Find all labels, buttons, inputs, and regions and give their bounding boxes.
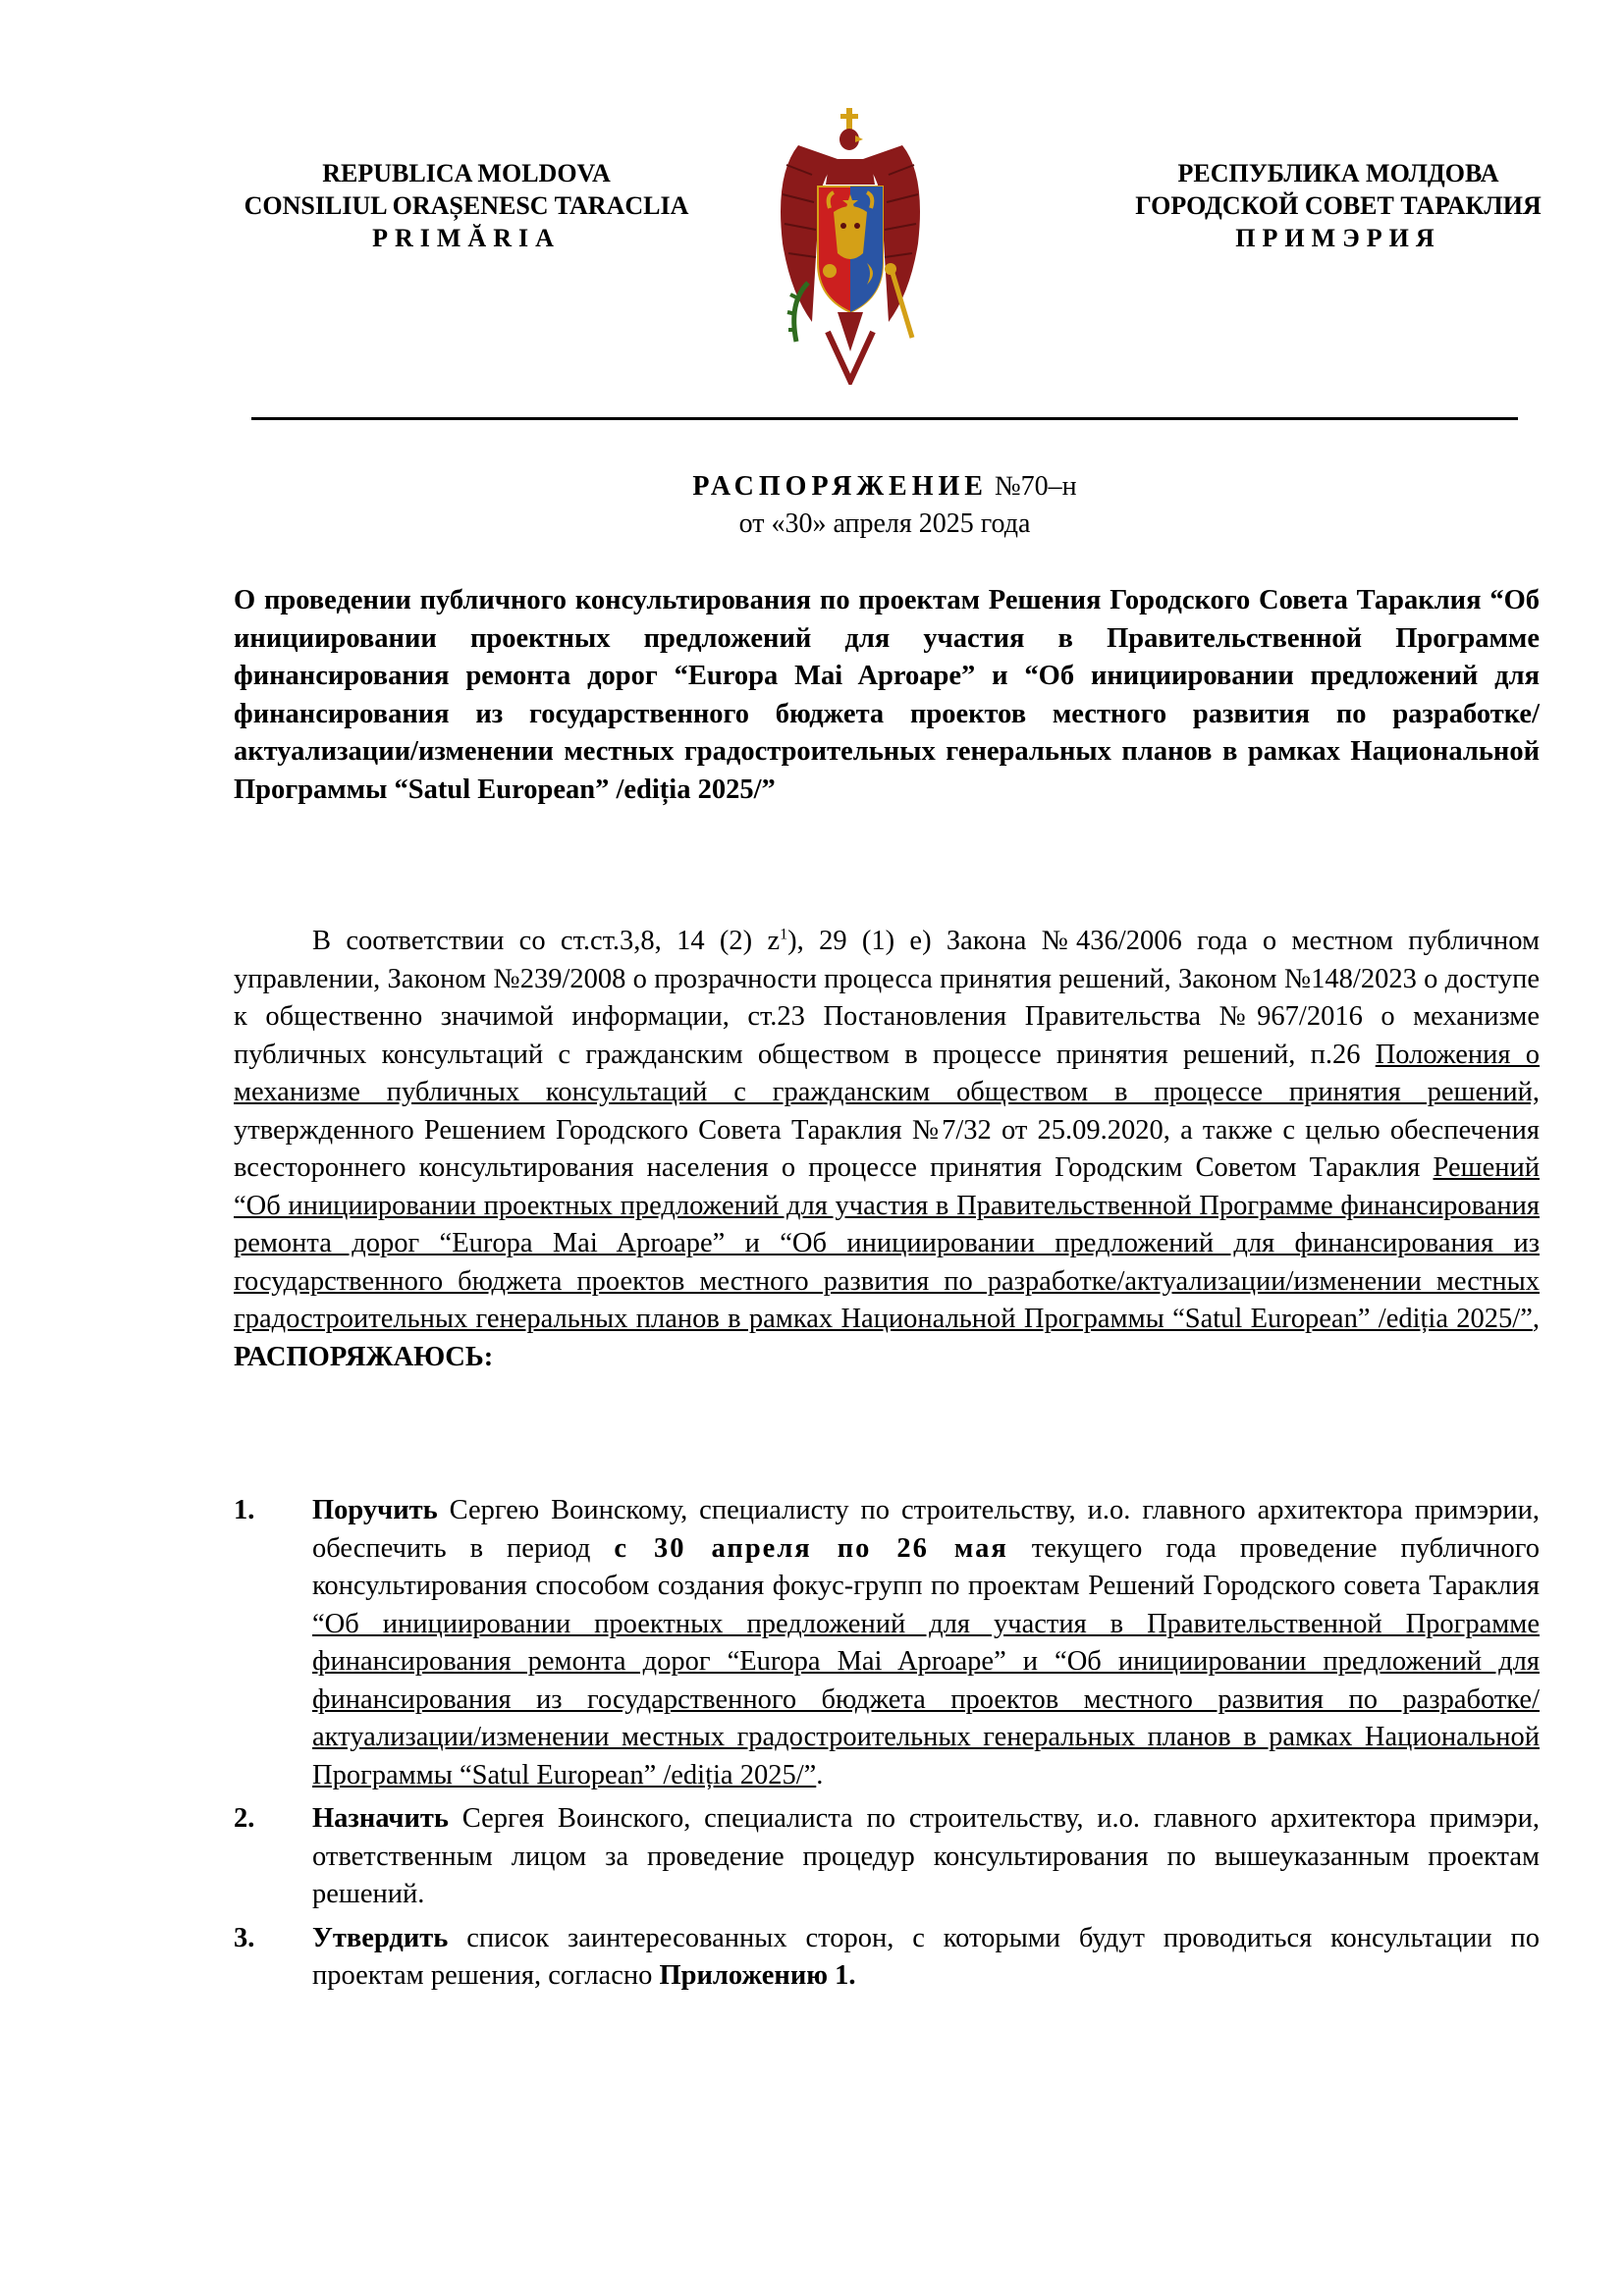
item-text: список заинтересованных сторон, с которыми будут проводиться консультации по проектам решения, согласно bbox=[312, 1922, 1540, 1991]
preamble-text-a: В соответствии со ст.ст.3,8, 14 (2) z bbox=[312, 926, 781, 956]
preamble-underlined-regulation: Положения о механизме публичных консультаций с гражданским обществом в процессе принятия решений, bbox=[234, 1039, 1540, 1107]
preamble-text-c: утвержденного Решением Городского Совета Тараклия №7/32 от 25.09.2020, а также с целью обеспечения всестороннего консультирования населения о процессе принятия Городским Советом Тараклия bbox=[234, 1114, 1540, 1183]
item-tail: . bbox=[816, 1759, 824, 1790]
coat-of-arms-icon bbox=[769, 106, 932, 385]
item-lead: Утвердить bbox=[312, 1922, 449, 1953]
item-lead: Назначить bbox=[312, 1803, 449, 1834]
list-item bbox=[234, 1920, 1540, 1996]
document-number: №70–н bbox=[994, 471, 1077, 502]
list-item bbox=[234, 1800, 1540, 1914]
item-lead: Поручить bbox=[312, 1495, 438, 1525]
header-right-line1: РЕСПУБЛИКА МОЛДОВА bbox=[1177, 159, 1499, 187]
header-left-line1: REPUBLICA MOLDOVA bbox=[322, 159, 611, 187]
item-number: 1. bbox=[234, 1495, 255, 1525]
list-item bbox=[234, 1492, 1540, 1794]
preamble-text-d: , bbox=[1532, 1304, 1540, 1334]
preamble-order-word: РАСПОРЯЖАЮСЬ: bbox=[234, 1341, 494, 1372]
header-right bbox=[1083, 157, 1594, 254]
item-text: Сергею Воинскому, специалисту по строительству, и.о. главного архитектора примэрии, обеспечить в период bbox=[312, 1495, 1540, 1564]
preamble-superscript: 1 bbox=[780, 926, 788, 943]
item-number: 2. bbox=[234, 1803, 255, 1834]
item-annex-ref: Приложению 1. bbox=[659, 1960, 856, 1991]
item-underlined-decisions: “Об инициировании проектных предложений для участия в Правительственной Программе финансирования ремонта дорог “Europa Mai Aproape” и “Об инициировании предложений для финансирования из государственного бюджета проектов местного развития по разработке/актуализации/изменении местных градостроительных генеральных планов в рамках Национальной Программы “Satul European” /ediția 2025/” bbox=[312, 1608, 1540, 1790]
header-left-line2: CONSILIUL ORAȘENESC TARACLIA bbox=[244, 191, 689, 220]
item-number: 3. bbox=[234, 1922, 255, 1953]
document-subject: О проведении публичного консультирования по проектам Решения Городского Совета Тараклия “Об инициировании проектных предложений для участия в Правительственной Программе финансирования ремонта дорог “Europa Mai Aproape” и “Об инициировании предложений для финансирования из государственного бюджета проектов местного развития по разработке/актуализации/изменении местных градостроительных генеральных планов в рамках Национальной Программы “Satul European” /ediția 2025/” bbox=[234, 585, 1540, 805]
header-left bbox=[211, 157, 722, 254]
item-text: Сергея Воинского, специалиста по строительству, и.о. главного архитектора примэри, ответственным лицом за проведение процедур консультирования по вышеуказанным проектам решений. bbox=[312, 1803, 1540, 1909]
header-left-line3: PRIMĂRIA bbox=[372, 224, 561, 252]
document-date: от «30» апреля 2025 года bbox=[738, 508, 1031, 539]
item-period: с 30 апреля по 26 мая bbox=[614, 1532, 1008, 1564]
header-divider bbox=[251, 417, 1518, 420]
document-title: РАСПОРЯЖЕНИЕ bbox=[692, 471, 988, 502]
preamble-underlined-decisions: Решений “Об инициировании проектных предложений для участия в Правительственной Программе финансирования ремонта дорог “Europa Mai Aproape” и “Об инициировании предложений для финансирования из государственного бюджета проектов местного развития по разработке/актуализации/изменении местных градостроительных генеральных планов в рамках Национальной Программы “Satul European” /ediția 2025/” bbox=[234, 1152, 1540, 1334]
header-right-line2: ГОРОДСКОЙ СОВЕТ ТАРАКЛИЯ bbox=[1135, 191, 1542, 220]
preamble-paragraph bbox=[234, 923, 1540, 1376]
document-heading bbox=[251, 468, 1518, 543]
item-text: текущего года проведение публичного консультирования способом создания фокус-групп по проектам Решений Городского совета Тараклия bbox=[312, 1532, 1540, 1601]
preamble-text-b: ), 29 (1) e) Закона №436/2006 года о местном публичном управлении, Законом №239/2008 о прозрачности процесса принятия решений, Законом №148/2023 о доступе к общественно значимой информации, ст.23 Постановления Правительства №967/2016 о механизме публичных консультаций с гражданским обществом в процессе принятия решений, п.26 bbox=[234, 926, 1540, 1070]
header-right-line3: ПРИМЭРИЯ bbox=[1235, 224, 1441, 252]
order-items bbox=[234, 1492, 1540, 2002]
